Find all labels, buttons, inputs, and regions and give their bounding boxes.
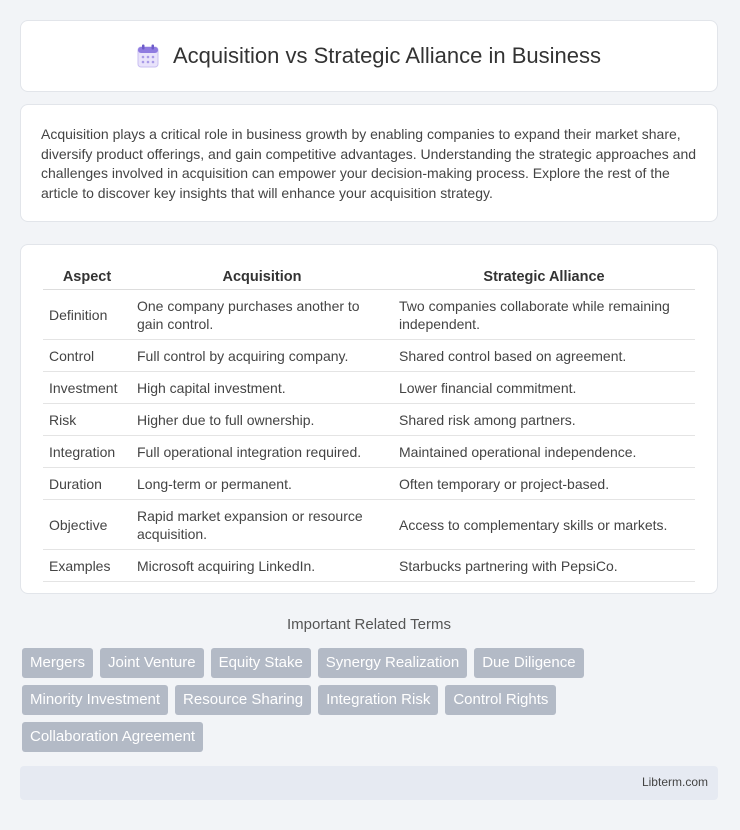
- comparison-card: [20, 244, 718, 594]
- cell-alliance: Shared risk among partners.: [393, 404, 695, 436]
- cell-acquisition: Full operational integration required.: [131, 436, 393, 468]
- tag-mergers[interactable]: Mergers: [22, 648, 93, 678]
- cell-acquisition: Full control by acquiring company.: [131, 340, 393, 372]
- cell-acquisition: Higher due to full ownership.: [131, 404, 393, 436]
- cell-aspect: Integration: [43, 436, 131, 468]
- cell-acquisition: Microsoft acquiring LinkedIn.: [131, 550, 393, 582]
- calendar-icon: [137, 44, 159, 68]
- cell-acquisition: High capital investment.: [131, 372, 393, 404]
- comparison-table: [43, 265, 695, 582]
- table-row: [43, 500, 695, 550]
- table-row: [43, 340, 695, 372]
- cell-alliance: Two companies collaborate while remaining independent.: [393, 290, 695, 340]
- tag-control-rights[interactable]: Control Rights: [445, 685, 556, 715]
- table-row: [43, 372, 695, 404]
- tag-resource-sharing[interactable]: Resource Sharing: [175, 685, 311, 715]
- tag-synergy-realization[interactable]: Synergy Realization: [318, 648, 467, 678]
- intro-card: [20, 104, 718, 222]
- cell-aspect: Risk: [43, 404, 131, 436]
- related-terms-title: Important Related Terms: [287, 616, 451, 633]
- cell-aspect: Objective: [43, 500, 131, 550]
- cell-alliance: Often temporary or project-based.: [393, 468, 695, 500]
- cell-acquisition: Rapid market expansion or resource acquisition.: [131, 500, 393, 550]
- related-terms-tags: [22, 648, 718, 752]
- cell-aspect: Definition: [43, 290, 131, 340]
- cell-alliance: Access to complementary skills or markets.: [393, 500, 695, 550]
- cell-aspect: Duration: [43, 468, 131, 500]
- cell-alliance: Lower financial commitment.: [393, 372, 695, 404]
- cell-aspect: Control: [43, 340, 131, 372]
- tag-due-diligence[interactable]: Due Diligence: [474, 648, 583, 678]
- footer-brand[interactable]: Libterm.com: [641, 775, 708, 789]
- title-card: [20, 20, 718, 92]
- cell-aspect: Investment: [43, 372, 131, 404]
- table-row: [43, 404, 695, 436]
- table-row: [43, 468, 695, 500]
- cell-acquisition: One company purchases another to gain control.: [131, 290, 393, 340]
- cell-alliance: Starbucks partnering with PepsiCo.: [393, 550, 695, 582]
- cell-alliance: Maintained operational independence.: [393, 436, 695, 468]
- footer: [20, 766, 718, 800]
- table-row: [43, 290, 695, 340]
- cell-acquisition: Long-term or permanent.: [131, 468, 393, 500]
- cell-aspect: Examples: [43, 550, 131, 582]
- intro-text: Acquisition plays a critical role in business growth by enabling companies to expand their market share, diversify product offerings, and gain competitive advantages. Understanding the strategic approaches and challenges involved in acquisition can empower your decision-making process. Explore the rest of the article to discover key insights that will enhance your acquisition strategy.: [41, 126, 697, 201]
- tag-equity-stake[interactable]: Equity Stake: [211, 648, 311, 678]
- header-aspect: Aspect: [43, 265, 131, 290]
- table-row: [43, 550, 695, 582]
- cell-alliance: Shared control based on agreement.: [393, 340, 695, 372]
- tag-minority-investment[interactable]: Minority Investment: [22, 685, 168, 715]
- tag-integration-risk[interactable]: Integration Risk: [318, 685, 438, 715]
- page-title: Acquisition vs Strategic Alliance in Business: [173, 43, 601, 68]
- table-row: [43, 436, 695, 468]
- tag-joint-venture[interactable]: Joint Venture: [100, 648, 204, 678]
- header-strategic-alliance: Strategic Alliance: [393, 265, 695, 290]
- tag-collaboration-agreement[interactable]: Collaboration Agreement: [22, 722, 203, 752]
- related-terms-section: [20, 616, 718, 633]
- header-acquisition: Acquisition: [131, 265, 393, 290]
